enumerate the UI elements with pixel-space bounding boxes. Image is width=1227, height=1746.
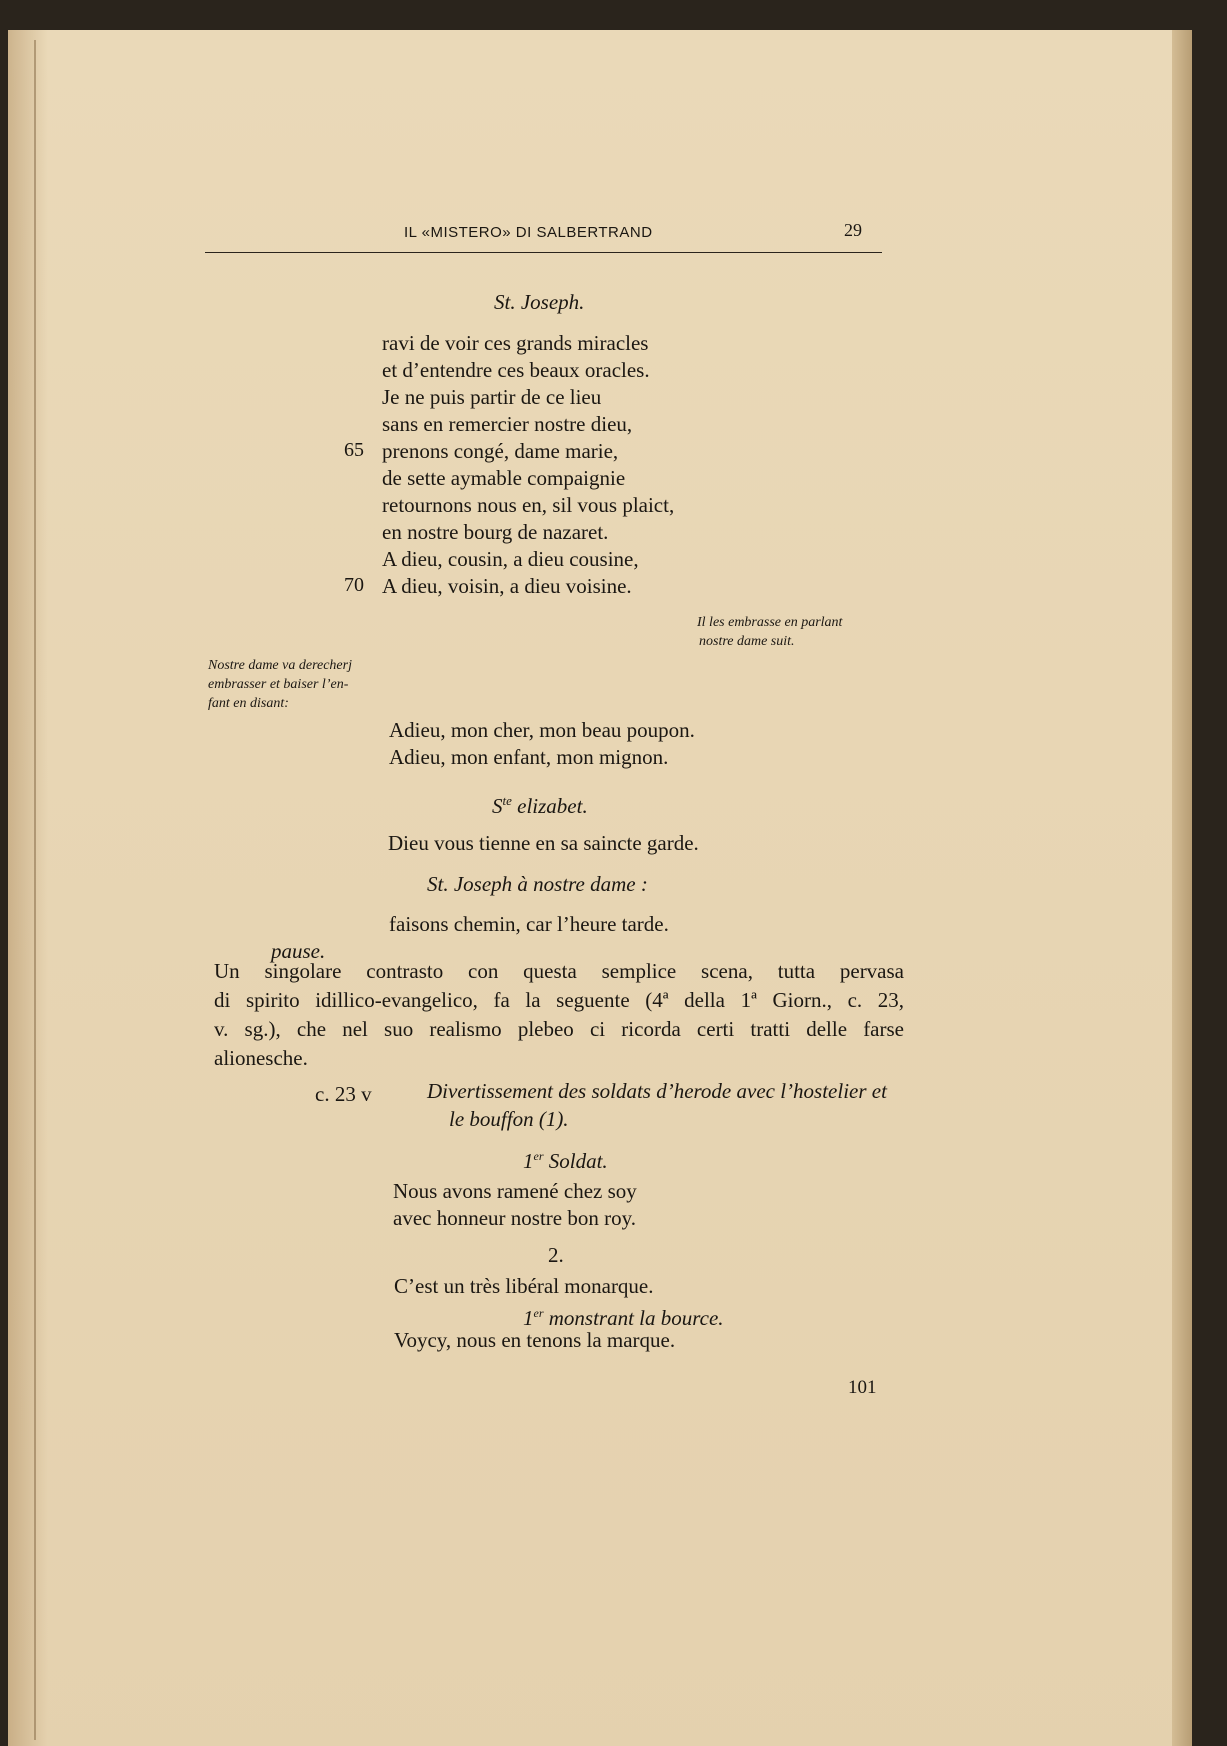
page-edge — [1172, 30, 1192, 1746]
speaker-1er-soldat: 1er Soldat. — [523, 1149, 608, 1173]
stage-direction: nostre dame suit. — [699, 634, 795, 649]
speaker-st-joseph-a-nostre-dame: St. Joseph à nostre dame : — [427, 872, 648, 896]
prose-line: alionesche. — [214, 1046, 308, 1070]
verse-line: ravi de voir ces grands miracles — [382, 331, 649, 355]
scene-title: Divertissement des soldats d’herode avec l’hostelier et — [427, 1079, 887, 1103]
footer-page-number: 101 — [848, 1377, 877, 1398]
verse-line: prenons congé, dame marie, — [382, 439, 619, 463]
verse-line: sans en remercier nostre dieu, — [382, 412, 633, 436]
verse-line: Je ne puis partir de ce lieu — [382, 385, 602, 409]
verse-line: Adieu, mon enfant, mon mignon. — [389, 745, 669, 769]
line-number: 70 — [344, 574, 364, 596]
stage-pause: pause. — [271, 939, 326, 963]
running-title: IL «MISTERO» DI SALBERTRAND — [404, 224, 653, 241]
stage-direction: Nostre dame va derecherj — [208, 658, 352, 673]
verse-line: avec honneur nostre bon roy. — [393, 1206, 636, 1230]
book-spine — [34, 40, 36, 1740]
verse-line: A dieu, cousin, a dieu cousine, — [382, 547, 639, 571]
verse-line: en nostre bourg de nazaret. — [382, 520, 609, 544]
verse-line: et d’entendre ces beaux oracles. — [382, 358, 650, 382]
verse-line: Adieu, mon cher, mon beau poupon. — [389, 718, 695, 742]
verse-line: Voycy, nous en tenons la marque. — [394, 1328, 676, 1352]
prose-line: v. sg.), che nel suo realismo plebeo ci ricorda certi tratti delle farse — [214, 1017, 904, 1041]
verse-line: de sette aymable compaignie — [382, 466, 626, 490]
speaker-ste-elizabet: $S^{te}$ elizabet. — [492, 793, 588, 818]
speaker-1er-monstrant: 1er monstrant la bource. — [523, 1306, 724, 1330]
verse-line: C’est un très libéral monarque. — [394, 1274, 654, 1298]
prose-line: di spirito idillico-evangelico, fa la seguente (4ª della 1ª Giorn., c. 23, — [214, 988, 904, 1012]
speaker-st-joseph: St. Joseph. — [494, 290, 585, 314]
verse-line: A dieu, voisin, a dieu voisine. — [382, 574, 632, 598]
scene-title: le bouffon (1). — [449, 1107, 569, 1131]
speaker-2: 2. — [548, 1243, 564, 1267]
line-number: 65 — [344, 439, 364, 461]
page-number: 29 — [844, 220, 862, 240]
verse-line: Nous avons ramené chez soy — [393, 1179, 637, 1203]
stage-direction: fant en disant: — [208, 696, 289, 711]
folio-reference: c. 23 v — [315, 1082, 372, 1106]
verse-line: Dieu vous tienne en sa saincte garde. — [388, 831, 699, 855]
stage-direction: embrasser et baiser l’en- — [208, 677, 349, 692]
stage-direction: Il les embrasse en parlant — [697, 615, 843, 630]
header-rule — [205, 252, 882, 253]
verse-line: retournons nous en, sil vous plaict, — [382, 493, 675, 517]
prose-line: Un singolare contrasto con questa semplice scena, tutta pervasa — [214, 959, 904, 983]
verse-line: faisons chemin, car l’heure tarde. — [389, 912, 669, 936]
